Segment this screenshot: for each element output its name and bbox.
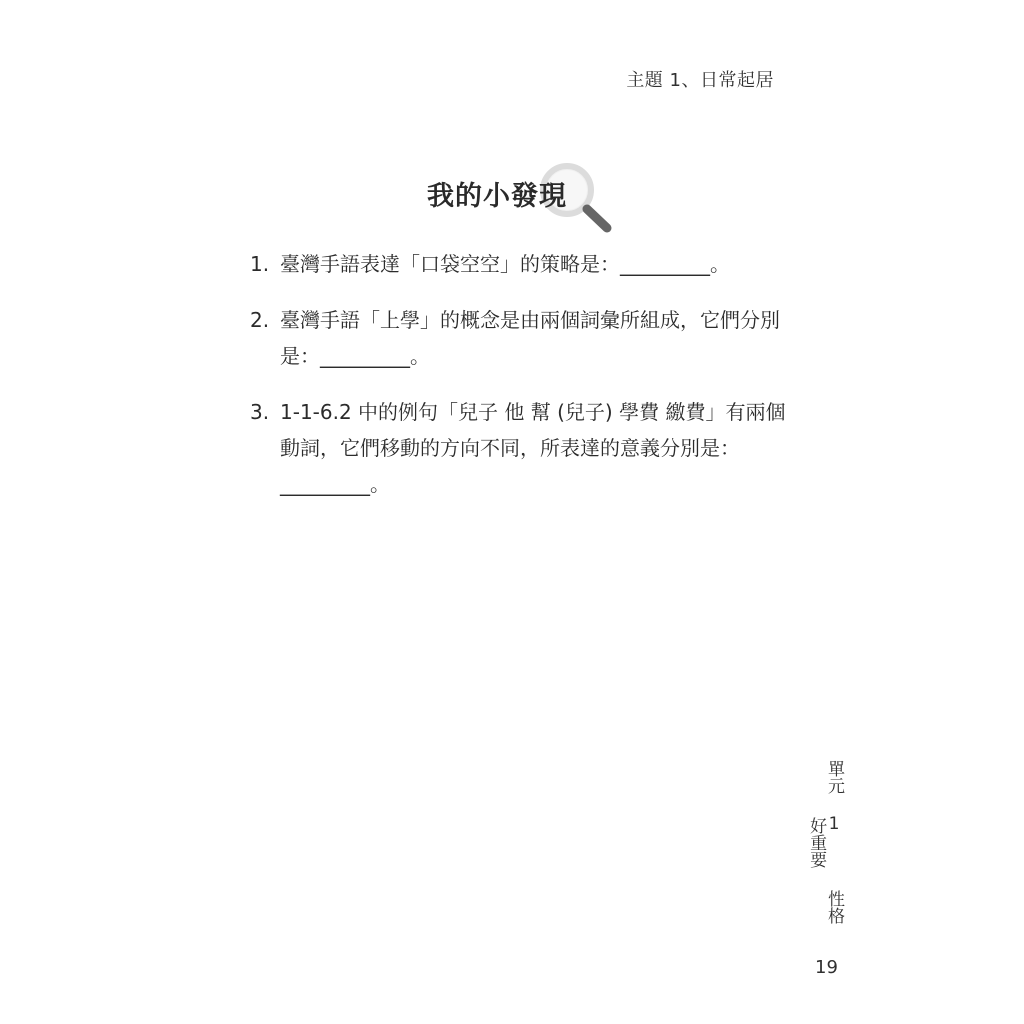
question-text: 臺灣手語表達「口袋空空」的策略是：_________。: [280, 252, 730, 276]
section-title: 我的小發現: [427, 181, 567, 212]
question-item: [250, 394, 790, 502]
unit-topic: 性格好重要: [806, 816, 844, 924]
page-number: 19: [815, 957, 838, 978]
section-title-block: [427, 166, 617, 236]
question-number: 1.: [250, 252, 270, 276]
question-item: [250, 246, 790, 282]
unit-sidebar: [806, 752, 844, 932]
question-item: [250, 302, 790, 374]
question-number: 2.: [250, 308, 270, 332]
question-text: 1-1-6.2 中的例句「兒子 他 幫 (兒子) 學費 繳費」有兩個動詞，它們移動的方向不同，所表達的意義分別是：_________。: [280, 400, 786, 496]
unit-label: 單元 1: [824, 760, 844, 834]
question-text: 臺灣手語「上學」的概念是由兩個詞彙所組成，它們分別是：_________。: [280, 308, 780, 368]
question-number: 3.: [250, 400, 270, 424]
question-list: [250, 246, 790, 522]
sidebar-spacer: [834, 854, 835, 870]
chapter-header: 主題 1、日常起居: [626, 70, 774, 91]
